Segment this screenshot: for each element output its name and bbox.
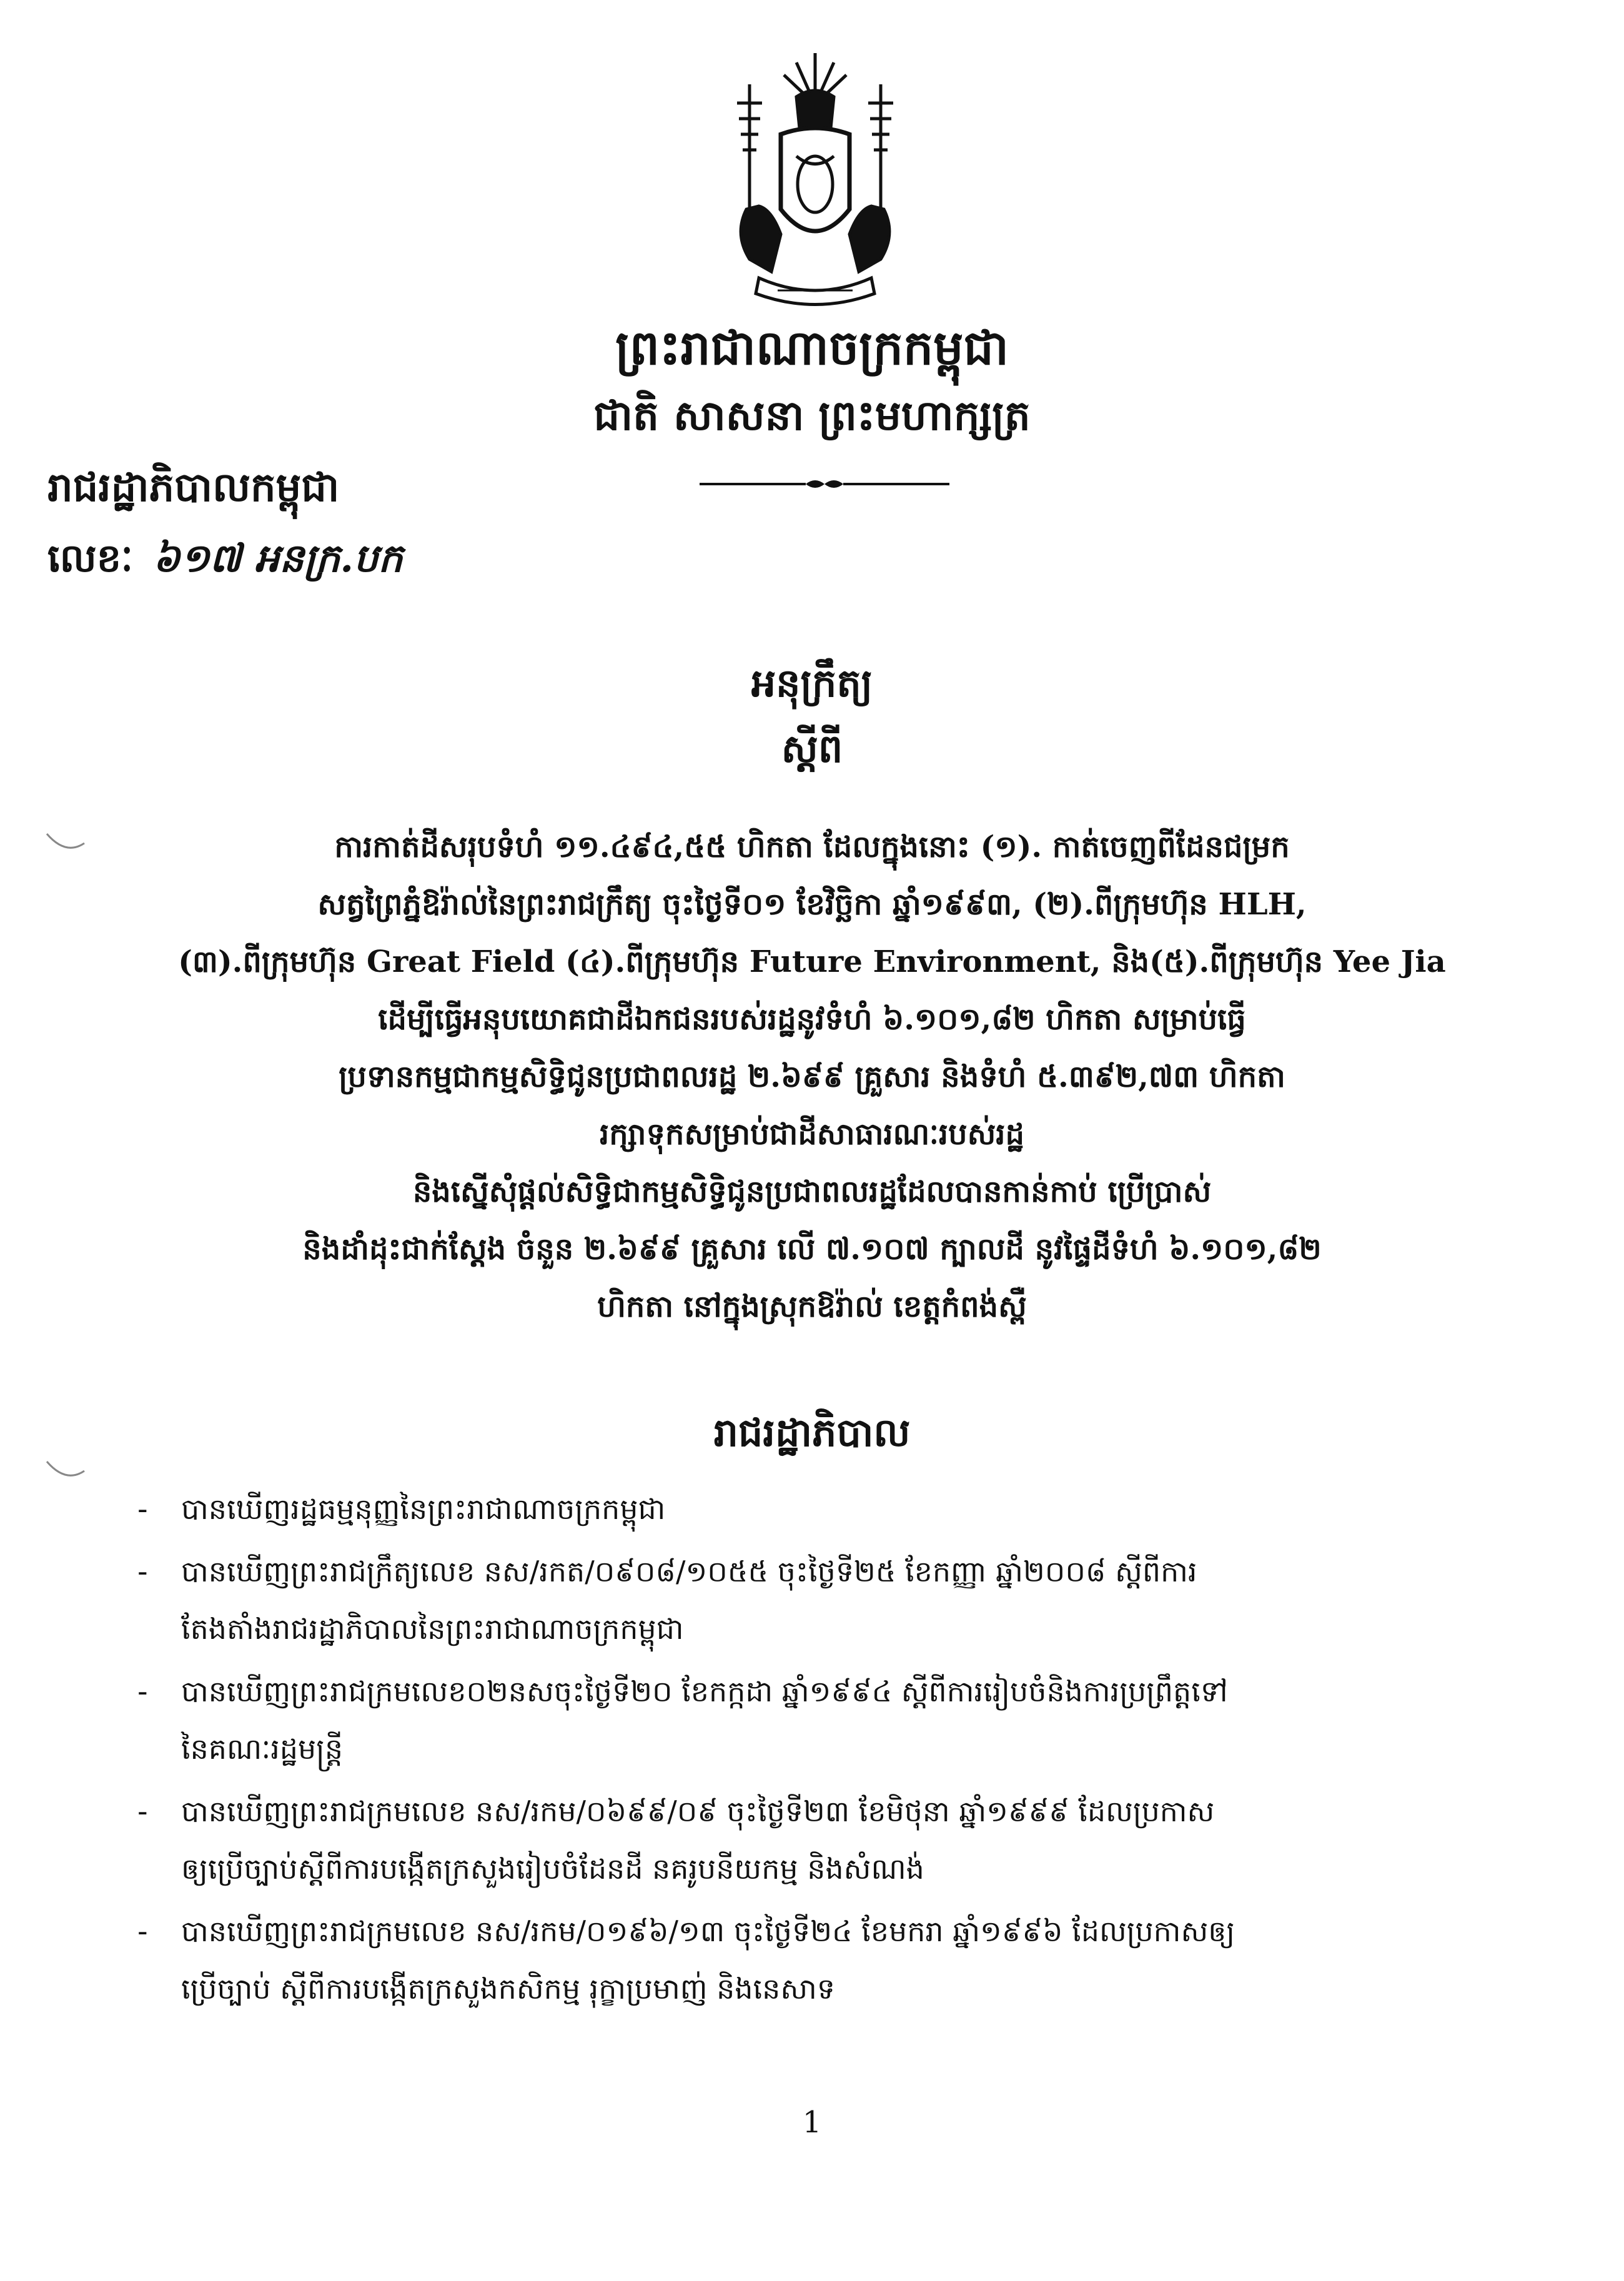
bullet-dash-icon: - — [137, 1914, 148, 1948]
list-item — [137, 1902, 1512, 2017]
subject-line: ប្រទានកម្មជាកម្មសិទ្ធិជូនប្រជាពលរដ្ឋ ២.៦៩៩ គ្រួសារ និងទំហំ ៥.៣៩២,៧៣ ហិកតា — [339, 1059, 1285, 1094]
punch-hole-mark-icon — [44, 1458, 87, 1483]
page-number: 1 — [802, 2105, 822, 2140]
list-item-line: បានឃើញរដ្ឋធម្មនុញ្ញនៃព្រះរាជាណាចក្រកម្ពុជា — [181, 1492, 666, 1526]
subject-line: និងដាំដុះជាក់ស្តែង ចំនួន ២.៦៩៩ គ្រួសារ លើ ៧.១០៧ ក្បាលដី នូវផ្ទៃដីទំហំ ៦.១០១,៨២ — [302, 1232, 1322, 1267]
document-about: ស្តីពី — [781, 726, 843, 771]
ornamental-divider-icon — [700, 475, 949, 493]
bullet-dash-icon: - — [137, 1794, 148, 1828]
list-item-line: នៃគណៈរដ្ឋមន្ត្រី — [181, 1732, 344, 1766]
reference-value: ៦១៧ អនក្រ.បក — [152, 535, 403, 581]
list-item — [137, 1783, 1512, 1898]
subject-line: ដើម្បីធ្វើអនុបយោគជាដីឯកជនរបស់រដ្ឋនូវទំហំ ៦.១០១,៨២ ហិកតា សម្រាប់ធ្វើ — [378, 1002, 1246, 1037]
list-item-line: បានឃើញព្រះរាជក្រឹត្យលេខ នស/រកត/០៩០៨/១០៥៥ ចុះថ្ងៃទី២៥ ខែកញ្ញា ឆ្នាំ២០០៨ ស្តីពីការ — [181, 1555, 1197, 1588]
subject-line: និងស្នើសុំផ្តល់សិទ្ធិជាកម្មសិទ្ធិជូនប្រជាពលរដ្ឋដែលបានកាន់កាប់ ប្រើប្រាស់ — [412, 1174, 1212, 1209]
list-item-line: បានឃើញព្រះរាជក្រមលេខ០២នសចុះថ្ងៃទី២០ ខែកក្កដា ឆ្នាំ១៩៩៤ ស្តីពីការរៀបចំនិងការប្រព្រឹត្តទៅ — [181, 1675, 1228, 1708]
list-item-line: តែងតាំងរាជរដ្ឋាភិបាលនៃព្រះរាជាណាចក្រកម្ពុជា — [181, 1612, 684, 1646]
list-item-line: បានឃើញព្រះរាជក្រមលេខ នស/រកម/០១៩៦/១៣ ចុះថ្ងៃទី២៤ ខែមករា ឆ្នាំ១៩៩៦ ដែលប្រកាសឲ្យ — [181, 1914, 1235, 1948]
references-list — [137, 1480, 1512, 2022]
national-motto: ជាតិ សាសនា ព្រះមហាក្សត្រ — [593, 391, 1031, 440]
bullet-dash-icon: - — [137, 1492, 148, 1526]
list-item-line: បានឃើញព្រះរាជក្រមលេខ នស/រកម/០៦៩៩/០៩ ចុះថ្ងៃទី២៣ ខែមិថុនា ឆ្នាំ១៩៩៩ ដែលប្រកាស — [181, 1794, 1215, 1828]
subject-block — [144, 818, 1480, 1335]
reference-number — [47, 534, 403, 591]
subject-line: (៣).ពីក្រុមហ៊ុន Great Field (៤).ពីក្រុមហ៊ុន Future Environment, និង(៥).ពីក្រុមហ៊ុន Yee Jia — [178, 944, 1446, 979]
punch-hole-mark-icon — [44, 831, 87, 856]
subject-line: សត្វព្រៃភ្នំឱរ៉ាល់នៃព្រះរាជក្រឹត្យ ចុះថ្ងៃទី០១ ខែវិច្ឆិកា ឆ្នាំ១៩៩៣, (២).ពីក្រុមហ៊ុន HLH, — [317, 887, 1307, 922]
kingdom-name: ព្រះរាជាណាចក្រកម្ពុជា — [615, 320, 1009, 375]
list-item-line: ឲ្យប្រើច្បាប់ស្តីពីការបង្កើតក្រសួងរៀបចំដែនដី នគរូបនីយកម្ម និងសំណង់ — [181, 1852, 924, 1886]
list-item — [137, 1663, 1512, 1778]
subject-line: ហិកតា នៅក្នុងស្រុកឱរ៉ាល់ ខេត្តកំពង់ស្ពឺ — [597, 1289, 1027, 1324]
issuer-name: រាជរដ្ឋាភិបាលកម្ពុជា — [47, 464, 340, 511]
bullet-dash-icon: - — [137, 1555, 148, 1588]
list-item — [137, 1543, 1512, 1658]
royal-coat-of-arms-icon — [721, 47, 909, 315]
section-heading: រាជរដ្ឋាភិបាល — [713, 1410, 911, 1455]
subject-line: ការកាត់ដីសរុបទំហំ ១១.៤៩៤,៥៥ ហិកតា ដែលក្នុងនោះ (១). កាត់ចេញពីដែនជម្រក — [334, 829, 1290, 864]
reference-label: លេខៈ — [47, 535, 133, 581]
list-item-line: ប្រើច្បាប់ ស្តីពីការបង្កើតក្រសួងកសិកម្ម រុក្ខាប្រមាញ់ និងនេសាទ — [181, 1972, 835, 2006]
bullet-dash-icon: - — [137, 1675, 148, 1708]
document-type: អនុក្រឹត្យ — [751, 660, 873, 706]
subject-line: រក្សាទុកសម្រាប់ជាដីសាធារណៈរបស់រដ្ឋ — [599, 1117, 1025, 1152]
list-item — [137, 1480, 1512, 1538]
